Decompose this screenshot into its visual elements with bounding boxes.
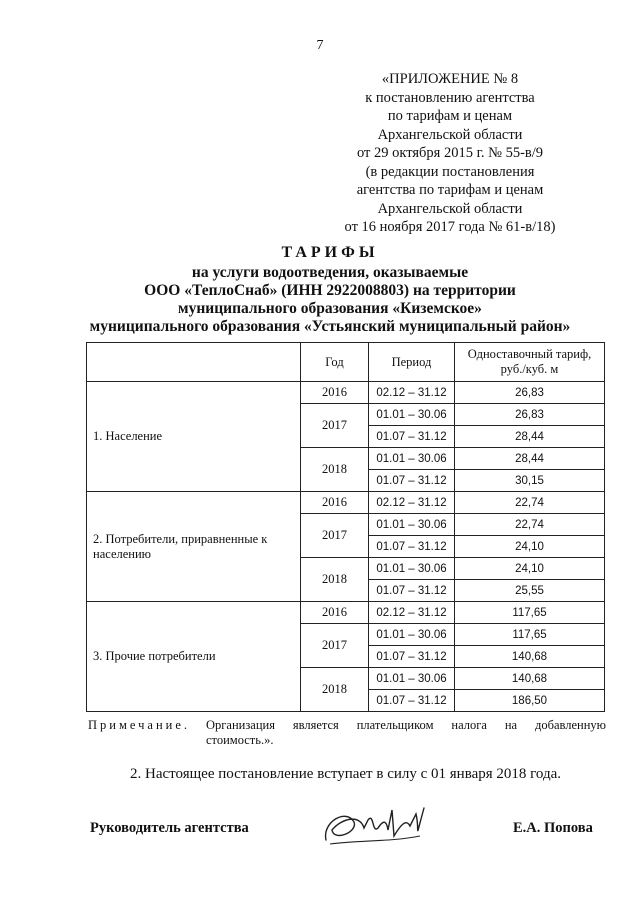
tariff-cell: 28,44	[455, 426, 605, 448]
column-header: Год	[301, 343, 369, 382]
signatory-position: Руководитель агентства	[90, 820, 249, 836]
tariff-cell: 186,50	[455, 690, 605, 712]
tariff-cell: 140,68	[455, 646, 605, 668]
period-cell: 01.01 – 30.06	[369, 448, 455, 470]
note-word: плательщиком	[356, 718, 434, 732]
year-cell: 2016	[301, 492, 369, 514]
note-word: добавленную	[534, 718, 606, 732]
effective-date-paragraph: 2. Настоящее постановление вступает в силу с 01 января 2018 года.	[130, 766, 562, 782]
note-label: Примечание.	[88, 718, 191, 732]
title-line: муниципального образования «Киземское»	[178, 300, 482, 317]
period-cell: 01.01 – 30.06	[369, 668, 455, 690]
appendix-line: «ПРИЛОЖЕНИЕ № 8	[381, 71, 519, 87]
title-subtitle	[60, 264, 600, 336]
column-header: Одноставочный тариф, руб./куб. м	[455, 343, 605, 382]
period-cell: 01.01 – 30.06	[369, 514, 455, 536]
period-cell: 01.01 – 30.06	[369, 624, 455, 646]
tariff-cell: 22,74	[455, 514, 605, 536]
tariff-cell: 26,83	[455, 382, 605, 404]
title-line: на услуги водоотведения, оказываемые	[191, 264, 469, 281]
table-row	[87, 492, 605, 514]
table-row	[87, 382, 605, 404]
appendix-reference	[320, 70, 580, 237]
period-cell: 01.07 – 31.12	[369, 536, 455, 558]
title-line: муниципального образования «Устьянский муниципальный район»	[89, 318, 571, 335]
page-number: 7	[316, 38, 324, 53]
period-cell: 01.07 – 31.12	[369, 426, 455, 448]
appendix-line: (в редакции постановления	[365, 163, 535, 180]
tariff-cell: 140,68	[455, 668, 605, 690]
period-cell: 01.01 – 30.06	[369, 404, 455, 426]
category-cell: 2. Потребители, приравненные к населению	[87, 492, 301, 602]
tariff-cell: 30,15	[455, 470, 605, 492]
appendix-line: агентства по тарифам и ценам	[356, 182, 544, 198]
period-cell: 02.12 – 31.12	[369, 382, 455, 404]
period-cell: 02.12 – 31.12	[369, 602, 455, 624]
year-cell: 2016	[301, 382, 369, 404]
year-cell: 2016	[301, 602, 369, 624]
handwritten-signature	[320, 800, 430, 850]
table-header-row	[87, 343, 605, 382]
period-cell: 01.07 – 31.12	[369, 470, 455, 492]
tariff-cell: 28,44	[455, 448, 605, 470]
appendix-line: Архангельской области	[377, 200, 523, 217]
tariff-cell: 26,83	[455, 404, 605, 426]
note-line2: стоимость.».	[206, 733, 274, 747]
title-heading: ТАРИФЫ	[281, 244, 379, 261]
table-row	[87, 602, 605, 624]
header-empty	[87, 343, 301, 382]
document-title	[60, 244, 600, 336]
title-line: ООО «ТеплоСнаб» (ИНН 2922008803) на территории	[144, 282, 516, 299]
year-cell: 2018	[301, 668, 369, 712]
tariff-cell: 117,65	[455, 602, 605, 624]
column-header: Период	[369, 343, 455, 382]
note-text	[206, 718, 606, 748]
tariff-cell: 24,10	[455, 536, 605, 558]
year-cell: 2018	[301, 558, 369, 602]
year-cell: 2017	[301, 404, 369, 448]
tariff-table	[86, 342, 605, 712]
tariff-cell: 24,10	[455, 558, 605, 580]
category-cell: 1. Население	[87, 382, 301, 492]
period-cell: 01.07 – 31.12	[369, 580, 455, 602]
signatory-name: Е.А. Попова	[513, 820, 593, 836]
period-cell: 02.12 – 31.12	[369, 492, 455, 514]
period-cell: 01.07 – 31.12	[369, 646, 455, 668]
category-cell: 3. Прочие потребители	[87, 602, 301, 712]
appendix-line: от 29 октября 2015 г. № 55-в/9	[356, 145, 544, 161]
tariff-cell: 25,55	[455, 580, 605, 602]
tariff-cell: 22,74	[455, 492, 605, 514]
appendix-line: по тарифам и ценам	[387, 108, 513, 124]
note-word: на	[504, 718, 518, 732]
note-word: налога	[451, 718, 487, 732]
appendix-line: Архангельской области	[377, 126, 523, 143]
note-word: является	[292, 718, 339, 732]
tariff-cell: 117,65	[455, 624, 605, 646]
appendix-line: к постановлению агентства	[365, 89, 535, 106]
period-cell: 01.07 – 31.12	[369, 690, 455, 712]
year-cell: 2017	[301, 624, 369, 668]
year-cell: 2017	[301, 514, 369, 558]
year-cell: 2018	[301, 448, 369, 492]
appendix-line: от 16 ноября 2017 года № 61-в/18)	[344, 219, 556, 235]
period-cell: 01.01 – 30.06	[369, 558, 455, 580]
note-word: Организация	[206, 718, 275, 732]
